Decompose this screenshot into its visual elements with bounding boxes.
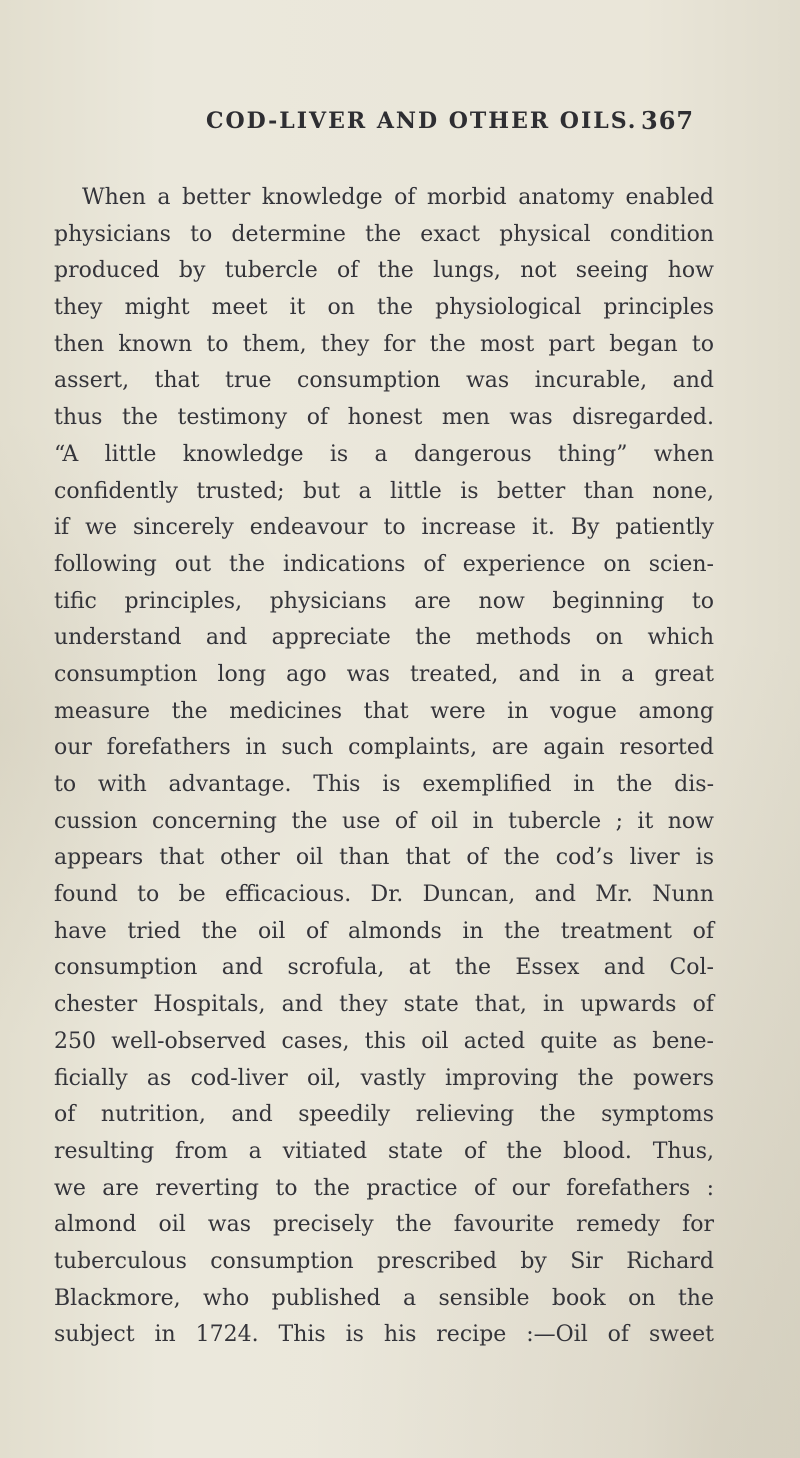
text-line: tific principles, physicians are now beginning to (54, 588, 714, 614)
text-line: physicians to determine the exact physical condition (54, 221, 714, 247)
text-line: cussion concerning the use of oil in tubercle ; it now (54, 808, 714, 834)
text-line: tuberculous consumption prescribed by Sir Richard (54, 1248, 714, 1274)
running-head: COD-LIVER AND OTHER OILS. (206, 108, 638, 134)
page-header (0, 104, 800, 144)
text-line: assert, that true consumption was incurable, and (54, 368, 714, 394)
text-line: found to be efficacious. Dr. Duncan, and Mr. Nunn (54, 882, 714, 908)
text-line: almond oil was precisely the favourite remedy for (54, 1212, 714, 1238)
text-line: 250 well-observed cases, this oil acted quite as bene- (54, 1028, 714, 1054)
text-line: they might meet it on the physiological principles (54, 295, 714, 321)
text-line: chester Hospitals, and they state that, in upwards of (54, 992, 714, 1018)
text-line: following out the indications of experience on scien- (54, 551, 714, 577)
text-line: measure the medicines that were in vogue among (54, 698, 714, 724)
text-line: consumption long ago was treated, and in a great (54, 661, 714, 687)
text-line: understand and appreciate the methods on which (54, 625, 714, 651)
text-line: subject in 1724. This is his recipe :—Oil of sweet (54, 1322, 714, 1348)
text-line: of nutrition, and speedily relieving the symptoms (54, 1102, 714, 1128)
text-line: Blackmore, who published a sensible book on the (54, 1285, 714, 1311)
text-line: we are reverting to the practice of our forefathers : (54, 1175, 714, 1201)
text-line: appears that other oil than that of the cod’s liver is (54, 845, 714, 871)
text-line: When a better knowledge of morbid anatomy enabled (82, 185, 714, 210)
text-line: confidently trusted; but a little is better than none, (54, 478, 714, 504)
page-number: 367 (641, 106, 695, 135)
text-line: have tried the oil of almonds in the treatment of (54, 918, 714, 944)
text-line: if we sincerely endeavour to increase it. By patiently (54, 515, 714, 541)
text-line: produced by tubercle of the lungs, not seeing how (54, 258, 714, 284)
text-line: resulting from a vitiated state of the blood. Thus, (54, 1138, 714, 1164)
text-line: thus the testimony of honest men was disregarded. (54, 405, 714, 431)
body-paragraph (54, 180, 714, 1354)
text-line: consumption and scrofula, at the Essex and Col- (54, 955, 714, 981)
text-line: to with advantage. This is exemplified in the dis- (54, 772, 714, 797)
text-line: our forefathers in such complaints, are again resorted (54, 735, 714, 761)
text-line: then known to them, they for the most part began to (54, 331, 714, 357)
text-line: ficially as cod-liver oil, vastly improving the powers (54, 1065, 714, 1091)
text-line: “A little knowledge is a dangerous thing” when (54, 441, 714, 467)
